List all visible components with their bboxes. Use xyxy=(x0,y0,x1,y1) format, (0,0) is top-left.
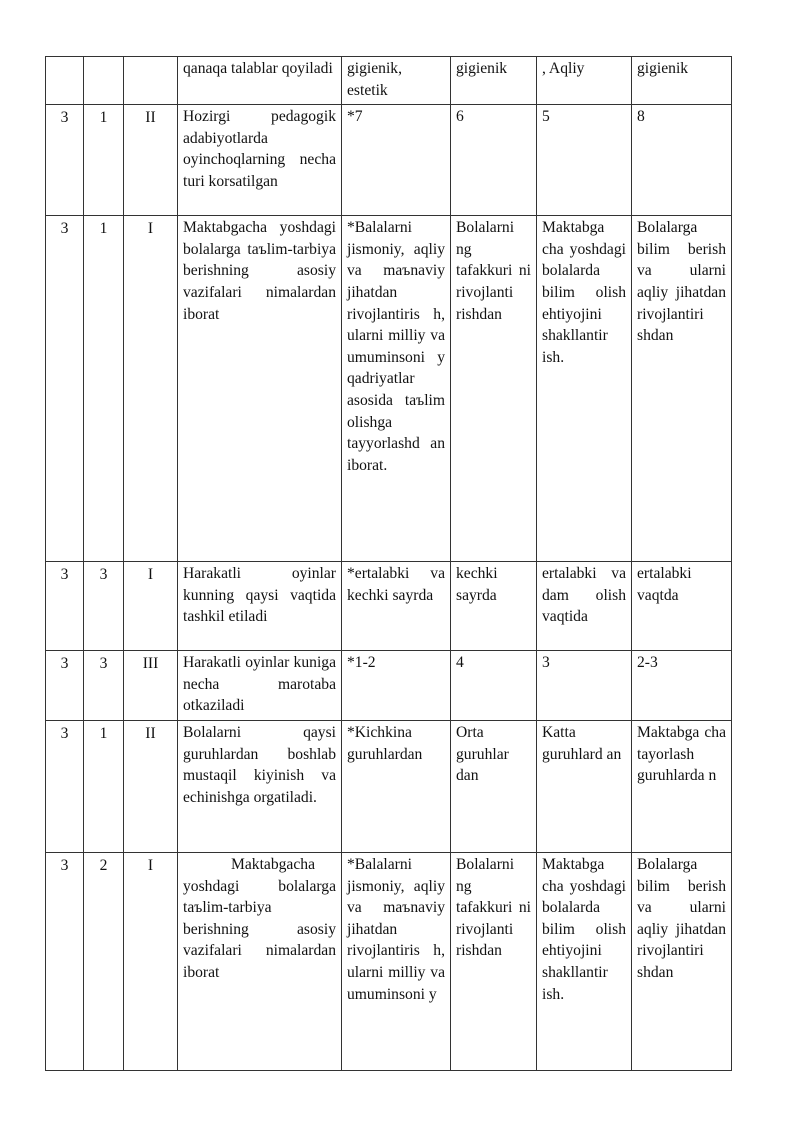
question-cell: Bolalarni qaysi guruhlardan boshlab mustaqil kiyinish va echinishga orgatiladi. xyxy=(178,720,342,852)
answer-c-cell: Katta guruhlard an xyxy=(537,720,632,852)
answer-c-cell: Maktabga cha yoshdagi bolalarda bilim olish ehtiyojini shakllantir ish. xyxy=(537,852,632,1070)
answer-d-cell: ertalabki vaqtda xyxy=(632,562,732,651)
answer-d-cell: 8 xyxy=(632,105,732,216)
cell-col1: 3 xyxy=(46,562,84,651)
table-row xyxy=(46,105,732,216)
answer-d-cell: 2-3 xyxy=(632,651,732,721)
question-cell: Harakatli oyinlar kuniga necha marotaba otkaziladi xyxy=(178,651,342,721)
cell-col2: 1 xyxy=(84,105,124,216)
answer-c-cell: 3 xyxy=(537,651,632,721)
table-row xyxy=(46,852,732,1070)
cell-col1 xyxy=(46,57,84,105)
question-cell: Hozirgi pedagogik adabiyotlarda oyinchoqlarning necha turi korsatilgan xyxy=(178,105,342,216)
answer-d-cell: Bolalarga bilim berish va ularni aqliy jihatdan rivojlantiri shdan xyxy=(632,852,732,1070)
cell-col2: 1 xyxy=(84,720,124,852)
answer-a-cell: *Balalarni jismoniy, aqliy va maъnaviy jihatdan rivojlantiris h, ularni milliy va umuminsoni y qadriyatlar asosida taъlim olishga tayyorlashd an iborat. xyxy=(342,216,451,562)
cell-col2: 2 xyxy=(84,852,124,1070)
cell-col2: 3 xyxy=(84,651,124,721)
answer-a-cell: *ertalabki va kechki sayrda xyxy=(342,562,451,651)
answer-d-cell: gigienik xyxy=(632,57,732,105)
answer-d-cell: Bolalarga bilim berish va ularni aqliy jihatdan rivojlantiri shdan xyxy=(632,216,732,562)
answer-c-cell: ertalabki va dam olish vaqtida xyxy=(537,562,632,651)
table-row xyxy=(46,562,732,651)
cell-col3: I xyxy=(124,562,178,651)
answer-b-cell: 6 xyxy=(451,105,537,216)
answer-b-cell: Bolalarni ng tafakkuri ni rivojlanti rishdan xyxy=(451,216,537,562)
cell-col1: 3 xyxy=(46,852,84,1070)
answer-b-cell: kechki sayrda xyxy=(451,562,537,651)
answer-a-cell: *Kichkina guruhlardan xyxy=(342,720,451,852)
answer-b-cell: Bolalarni ng tafakkuri ni rivojlanti rishdan xyxy=(451,852,537,1070)
answer-b-cell: 4 xyxy=(451,651,537,721)
question-cell: Maktabgacha yoshdagi bolalarga taъlim-tarbiya berishning asosiy vazifalari nimalardan iborat xyxy=(178,216,342,562)
table-row xyxy=(46,651,732,721)
answer-c-cell: 5 xyxy=(537,105,632,216)
cell-col1: 3 xyxy=(46,720,84,852)
cell-col1: 3 xyxy=(46,105,84,216)
cell-col1: 3 xyxy=(46,651,84,721)
cell-col3: I xyxy=(124,216,178,562)
cell-col2: 3 xyxy=(84,562,124,651)
cell-col3: III xyxy=(124,651,178,721)
cell-col3 xyxy=(124,57,178,105)
answer-a-cell: *Balalarni jismoniy, aqliy va maъnaviy jihatdan rivojlantiris h, ularni milliy va umuminsoni y xyxy=(342,852,451,1070)
answer-a-cell: gigienik, estetik xyxy=(342,57,451,105)
table-row xyxy=(46,216,732,562)
answer-a-cell: *7 xyxy=(342,105,451,216)
cell-col3: II xyxy=(124,105,178,216)
question-cell: Maktabgacha yoshdagi bolalarga taъlim-tarbiya berishning asosiy vazifalari nimalardan iborat xyxy=(178,852,342,1070)
answer-d-cell: Maktabga cha tayorlash guruhlarda n xyxy=(632,720,732,852)
answer-c-cell: Maktabga cha yoshdagi bolalarda bilim olish ehtiyojini shakllantir ish. xyxy=(537,216,632,562)
cell-col3: II xyxy=(124,720,178,852)
cell-col3: I xyxy=(124,852,178,1070)
table-row xyxy=(46,720,732,852)
cell-col1: 3 xyxy=(46,216,84,562)
answer-c-cell: , Aqliy xyxy=(537,57,632,105)
test-questions-table xyxy=(45,56,732,1071)
cell-col2 xyxy=(84,57,124,105)
cell-col2: 1 xyxy=(84,216,124,562)
answer-a-cell: *1-2 xyxy=(342,651,451,721)
answer-b-cell: gigienik xyxy=(451,57,537,105)
question-cell: Harakatli oyinlar kunning qaysi vaqtida tashkil etiladi xyxy=(178,562,342,651)
question-cell: qanaqa talablar qoyiladi xyxy=(178,57,342,105)
answer-b-cell: Orta guruhlar dan xyxy=(451,720,537,852)
table-row xyxy=(46,57,732,105)
